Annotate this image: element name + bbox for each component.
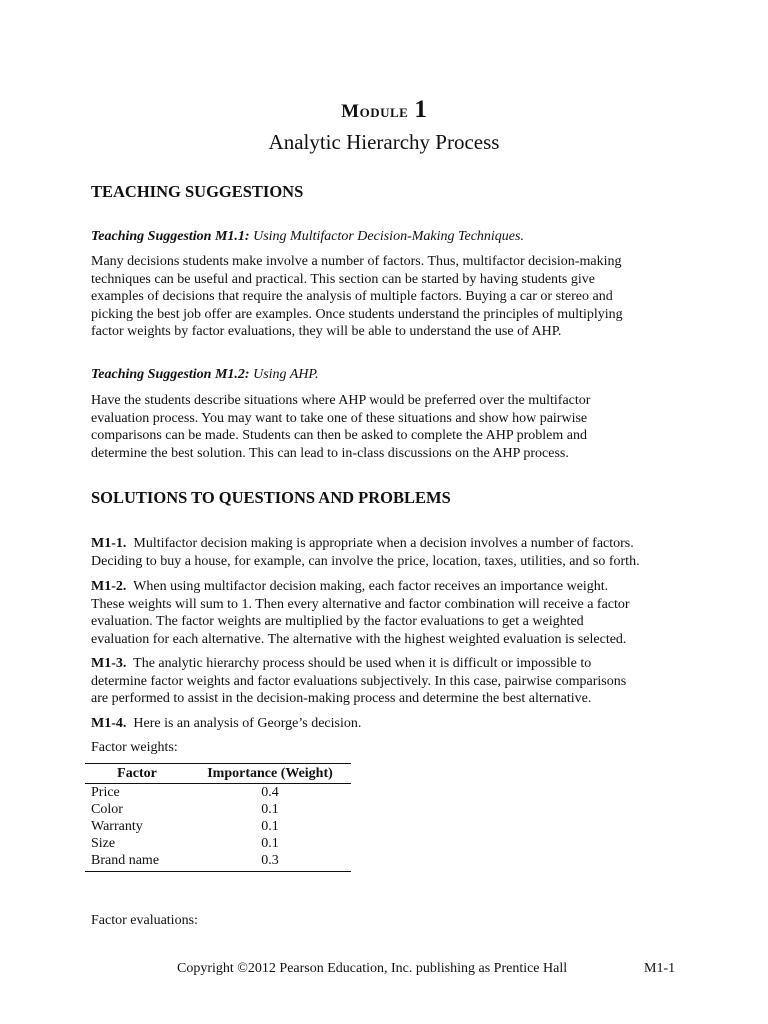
question-label: M1-2. xyxy=(91,579,127,594)
factor-cell: Price xyxy=(91,785,120,800)
text-line: techniques can be useful and practical. This section can be started by having students give xyxy=(91,271,595,287)
solution-m1-2 xyxy=(91,578,681,648)
weight-cell: 0.1 xyxy=(261,802,279,817)
suggestion-title-m1-1 xyxy=(91,229,524,245)
teaching-suggestions-heading: TEACHING SUGGESTIONS xyxy=(91,182,304,201)
suggestion-topic: Using Multifactor Decision-Making Techniques. xyxy=(253,229,524,244)
table-row xyxy=(85,852,351,872)
suggestion-label: Teaching Suggestion M1.1: xyxy=(91,229,250,244)
solution-m1-4 xyxy=(91,715,681,733)
suggestion-topic: Using AHP. xyxy=(253,367,319,382)
suggestion-body-m1-2 xyxy=(91,392,681,462)
weight-cell: 0.3 xyxy=(189,852,351,872)
text-line: These weights will sum to 1. Then every alternative and factor combination will receive a factor xyxy=(91,596,630,612)
suggestion-title-m1-2 xyxy=(91,367,319,383)
footer-page-number: M1-1 xyxy=(644,961,676,976)
text-line: evaluation process. You may want to take one of these situations and show how pairwise xyxy=(91,410,588,426)
factor-weights-table xyxy=(85,763,351,872)
suggestion-body-m1-1 xyxy=(91,253,681,341)
column-header-weight: Importance (Weight) xyxy=(189,764,351,784)
table-row xyxy=(85,784,351,802)
text-line: Deciding to buy a house, for example, can involve the price, location, taxes, utilities, and so forth. xyxy=(91,553,640,569)
module-word: Module xyxy=(341,101,409,122)
text-line: factor weights by factor evaluations, they will be able to understand the use of AHP. xyxy=(91,324,562,339)
text-line: comparisons can be made. Students can then be asked to complete the AHP problem and xyxy=(91,428,587,443)
question-label: M1-1. xyxy=(91,536,127,551)
text-line: are performed to assist in the decision-making process and determine the best alternative. xyxy=(91,691,592,706)
text-line: evaluation. The factor weights are multiplied by the factor evaluations to get a weighted xyxy=(91,614,584,629)
weight-cell: 0.1 xyxy=(261,836,279,851)
factor-cell: Color xyxy=(91,802,123,817)
text-line: When using multifactor decision making, each factor receives an importance weight. xyxy=(133,579,609,594)
text-line: The analytic hierarchy process should be used when it is difficult or impossible to xyxy=(133,656,592,671)
text-line: Many decisions students make involve a number of factors. Thus, multifactor decision-making xyxy=(91,254,622,269)
table-header-row xyxy=(85,764,351,784)
factor-evaluations-caption: Factor evaluations: xyxy=(91,913,198,928)
question-label: M1-3. xyxy=(91,656,127,671)
module-number: 1 xyxy=(414,96,427,123)
column-header-factor: Factor xyxy=(85,764,189,784)
table-row xyxy=(85,835,351,852)
text-line: Have the students describe situations where AHP would be preferred over the multifactor xyxy=(91,393,591,408)
footer-copyright: Copyright ©2012 Pearson Education, Inc. publishing as Prentice Hall xyxy=(177,961,568,976)
text-line: determine the best solution. This can lead to in-class discussions on the AHP process. xyxy=(91,445,569,461)
document-title: Analytic Hierarchy Process xyxy=(268,130,500,154)
table-row xyxy=(85,818,351,835)
suggestion-label: Teaching Suggestion M1.2: xyxy=(91,367,250,382)
weight-cell: 0.4 xyxy=(261,785,279,800)
solution-m1-1 xyxy=(91,535,681,570)
text-line: examples of decisions that require the analysis of multiple factors. Buying a car or stereo and xyxy=(91,289,613,304)
solution-m1-3 xyxy=(91,655,681,708)
solutions-heading: SOLUTIONS TO QUESTIONS AND PROBLEMS xyxy=(91,488,451,507)
text-line: determine factor weights and factor evaluations subjectively. In this case, pairwise comparisons xyxy=(91,673,627,689)
text-line: picking the best job offer are examples. Once students understand the principles of multiplying xyxy=(91,306,623,322)
factor-weights-caption: Factor weights: xyxy=(91,740,178,755)
text-line: Multifactor decision making is appropriate when a decision involves a number of factors. xyxy=(133,536,634,551)
text-line: Here is an analysis of George’s decision. xyxy=(133,716,362,731)
text-line: evaluation for each alternative. The alternative with the highest weighted evaluation is selected. xyxy=(91,631,627,647)
module-label xyxy=(0,96,768,124)
factor-cell: Warranty xyxy=(91,819,143,834)
factor-cell: Brand name xyxy=(85,852,189,872)
weight-cell: 0.1 xyxy=(261,819,279,834)
factor-cell: Size xyxy=(91,836,116,851)
table-row xyxy=(85,801,351,818)
question-label: M1-4. xyxy=(91,716,127,731)
